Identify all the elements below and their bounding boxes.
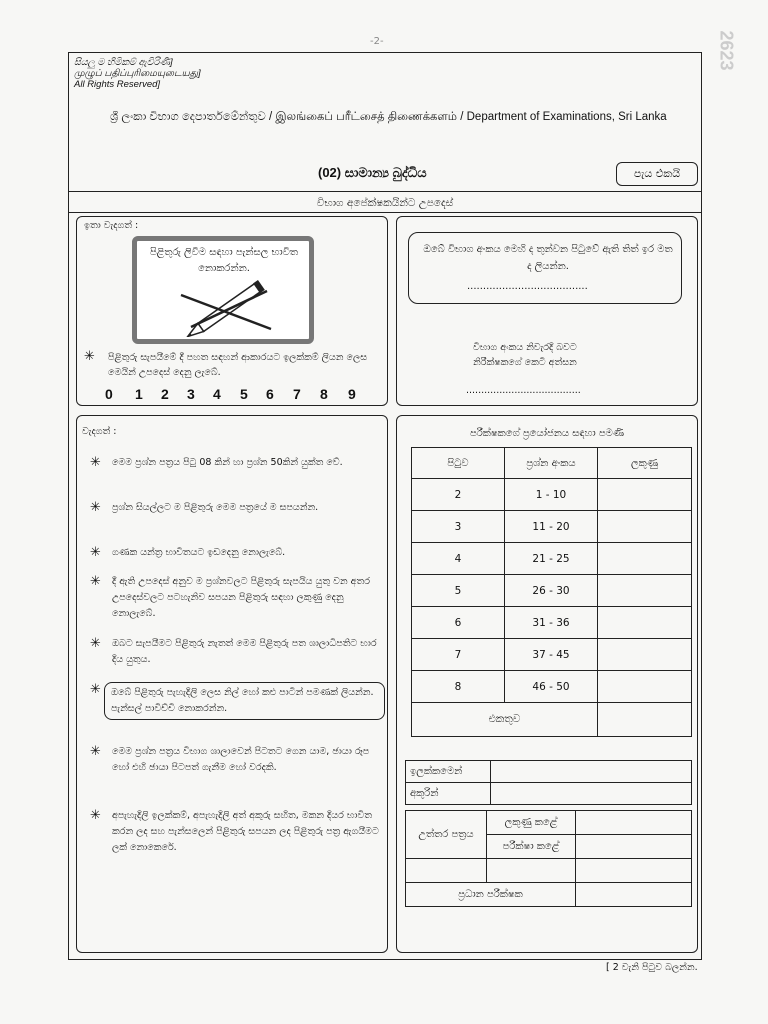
in-numbers-field[interactable] <box>491 761 692 783</box>
answer-paper-label: උත්තර පත්‍රය <box>406 811 487 859</box>
index-number-prompt: ඔබේ විභාග අංකය මෙහි ද තුන්වන පිටුවේ ඇති තිත් ඉර මත ද ලියන්න. <box>423 244 673 272</box>
row-page: 6 <box>412 607 505 639</box>
row-range: 37 - 45 <box>505 639 598 671</box>
page-code: 2623 <box>716 30 737 71</box>
rule-item: ✳ ප්‍රශ්න සියල්ලට ම පිළිතුරු මෙම පත්‍රයේ ම සපයන්න. <box>90 500 319 515</box>
digit-2: 2 <box>161 386 169 402</box>
row-marks-cell[interactable] <box>598 575 692 607</box>
digits-note: ✳ පිළිතුරු සැපයීමේ දී පහත සඳහන් ආකාරයට ඉලක්කම් ලියන ලෙස මෙයින් උපදෙස් දෙනු ලැබේ. <box>84 350 384 380</box>
final-marks-table <box>405 760 692 805</box>
total-label: එකතුව <box>412 703 598 737</box>
digits-note-text: පිළිතුරු සැපයීමේ දී පහත සඳහන් ආකාරයට ඉලක්කම් ලියන ලෙස මෙයින් උපදෙස් දෙනු ලැබේ. <box>108 352 368 378</box>
total-row <box>412 703 692 737</box>
page-marker: -2- <box>370 36 384 47</box>
rule-item-highlighted: ✳ ඔබේ පිළිතුරු පැහැදිලි ලෙස නිල් හෝ කළු පාටින් පමණක් ලියන්න. පැන්සල් පාවිච්චි නොකරන්න. <box>90 682 385 720</box>
rights-block <box>74 57 201 90</box>
marks-clerk-label: ලකුණු කළේ <box>487 811 576 835</box>
row-range: 46 - 50 <box>505 671 598 703</box>
digit-8: 8 <box>320 386 328 402</box>
examiner-title: පරීක්ෂකගේ ප්‍රයෝජනය සඳහා පමණි <box>469 428 625 439</box>
row-range: 26 - 30 <box>505 575 598 607</box>
row-range: 11 - 20 <box>505 511 598 543</box>
digit-5: 5 <box>240 386 248 402</box>
instructions-heading: විභාග අපේක්ෂකයින්ට උපදෙස් <box>316 197 454 209</box>
header-marks: ලකුණු <box>598 448 692 479</box>
row-page: 7 <box>412 639 505 671</box>
rights-tamil: முழுப் பதிப்புரிமையுடையது] <box>74 68 201 79</box>
rule-item: ✳ මෙම ප්‍රශ්න පත්‍රය විභාග ශාලාවෙන් පිටතට ගෙන යාම, ඡායා රූප හෝ එහි ඡායා පිටපත් ගැනීම හෝ වරදකි. <box>90 744 370 773</box>
marks-table <box>411 447 692 737</box>
invigilator-verify-label: විභාග අංකය නිවැරදි බවට නිරීක්ෂකගේ කෙටි අත්සන <box>473 342 577 368</box>
digit-6: 6 <box>266 386 274 402</box>
pencil-notice-text: පිළිතුරු ලිවීම සඳහා පැන්සල භාවිත නොකරන්න. <box>149 247 299 274</box>
duration-box <box>616 162 698 186</box>
row-marks-cell[interactable] <box>598 639 692 671</box>
row-page: 5 <box>412 575 505 607</box>
digit-0: 0 <box>105 386 113 402</box>
in-numbers-label: ඉලක්කමෙන් <box>406 761 491 783</box>
rights-sinhala: සියලු ම හිමිකම් ඇවිරිණි] <box>74 57 173 68</box>
invigilator-signature-line[interactable]: ...................................... <box>466 385 581 396</box>
in-words-label: අකුරින් <box>406 783 491 805</box>
row-marks-cell[interactable] <box>598 607 692 639</box>
crossed-pencil-icon <box>167 277 287 337</box>
rule-item: ✳ ඔබට සැපයීමට පිළිතුරු නැතත් මෙම පිළිතුරු පත ශාලාධිපතිට භාර දිය යුතුය. <box>90 636 377 665</box>
divider <box>68 191 702 192</box>
department-title: ශ්‍රී ලංකා විභාග දෙපාර්තමේන්තුව / இலங்கைப் பரீட்சைத் திணைக்களம் / Department of Examinations, Sri Lanka <box>110 111 667 123</box>
marks-clerk-field[interactable] <box>576 811 692 835</box>
rules-label: වැදගත් : <box>82 426 117 437</box>
row-marks-cell[interactable] <box>598 543 692 575</box>
table-row <box>412 575 692 607</box>
very-important-label: ඉතා වැදගත් : <box>84 220 139 231</box>
rights-english: All Rights Reserved] <box>74 79 161 90</box>
chief-examiner-field[interactable] <box>576 883 692 907</box>
chief-examiner-label: ප්‍රධාන පරීක්ෂක <box>406 883 576 907</box>
row-marks-cell[interactable] <box>598 671 692 703</box>
digit-1: 1 <box>135 386 143 402</box>
table-row <box>412 511 692 543</box>
total-marks-cell[interactable] <box>598 703 692 737</box>
table-row <box>412 479 692 511</box>
table-row <box>412 607 692 639</box>
digit-7: 7 <box>293 386 301 402</box>
row-page: 3 <box>412 511 505 543</box>
table-row <box>412 639 692 671</box>
header-question: ප්‍රශ්න අංකය <box>505 448 598 479</box>
rule-item: ✳ අපැහැදිලි ඉලක්කම්, අපැහැදිලි අත් අකුරු සහිත, මකන දියර භාවිත කරන ලද සහ පැන්සලෙන් පිළිතුරු සපයන ලද පිළිතුරු පත්‍ර ඇගයීමට ලක් නොකෙරේ. <box>90 808 379 853</box>
table-row <box>412 543 692 575</box>
header-page: පිටුව <box>412 448 505 479</box>
rule-item: ✳ මෙම ප්‍රශ්න පත්‍රය පිටු 08 කින් හා ප්‍රශ්න 50කින් යුක්ත වේ. <box>90 455 343 470</box>
checked-field[interactable] <box>576 835 692 859</box>
divider <box>68 212 702 213</box>
duration-label: පැය එකයි <box>633 167 681 180</box>
row-page: 2 <box>412 479 505 511</box>
blank-cell <box>487 859 576 883</box>
turn-page-note: [ 2 වැනි පිටුව බලන්න. <box>606 962 698 973</box>
rule-item: ✳ දී ඇති උපදෙස් අනුව ම ප්‍රශ්නවලට පිළිතුරු සැපයිය යුතු වන අතර උපදෙස්වලට පටහැනිව සපයන පිළිතුරු සඳහා ලකුණු දෙනු නොලැබේ. <box>90 574 370 619</box>
row-page: 4 <box>412 543 505 575</box>
subject-title: (02) සාමාන්‍ය බුද්ධිය <box>318 165 427 180</box>
row-range: 31 - 36 <box>505 607 598 639</box>
digit-4: 4 <box>213 386 221 402</box>
row-marks-cell[interactable] <box>598 511 692 543</box>
pencil-notice-frame <box>132 236 314 344</box>
row-range: 21 - 25 <box>505 543 598 575</box>
rule-item: ✳ ගණක යන්ත්‍ර භාවිතයට ඉඩදෙනු නොලැබේ. <box>90 545 286 560</box>
checked-label: පරීක්ෂා කළේ <box>487 835 576 859</box>
blank-cell <box>576 859 692 883</box>
index-number-dots: ...................................... <box>467 281 588 292</box>
row-range: 1 - 10 <box>505 479 598 511</box>
blank-cell <box>406 859 487 883</box>
digit-3: 3 <box>187 386 195 402</box>
digit-9: 9 <box>348 386 356 402</box>
row-marks-cell[interactable] <box>598 479 692 511</box>
table-row <box>412 671 692 703</box>
in-words-field[interactable] <box>491 783 692 805</box>
index-number-field[interactable] <box>408 232 682 304</box>
signature-table <box>405 810 692 907</box>
row-page: 8 <box>412 671 505 703</box>
